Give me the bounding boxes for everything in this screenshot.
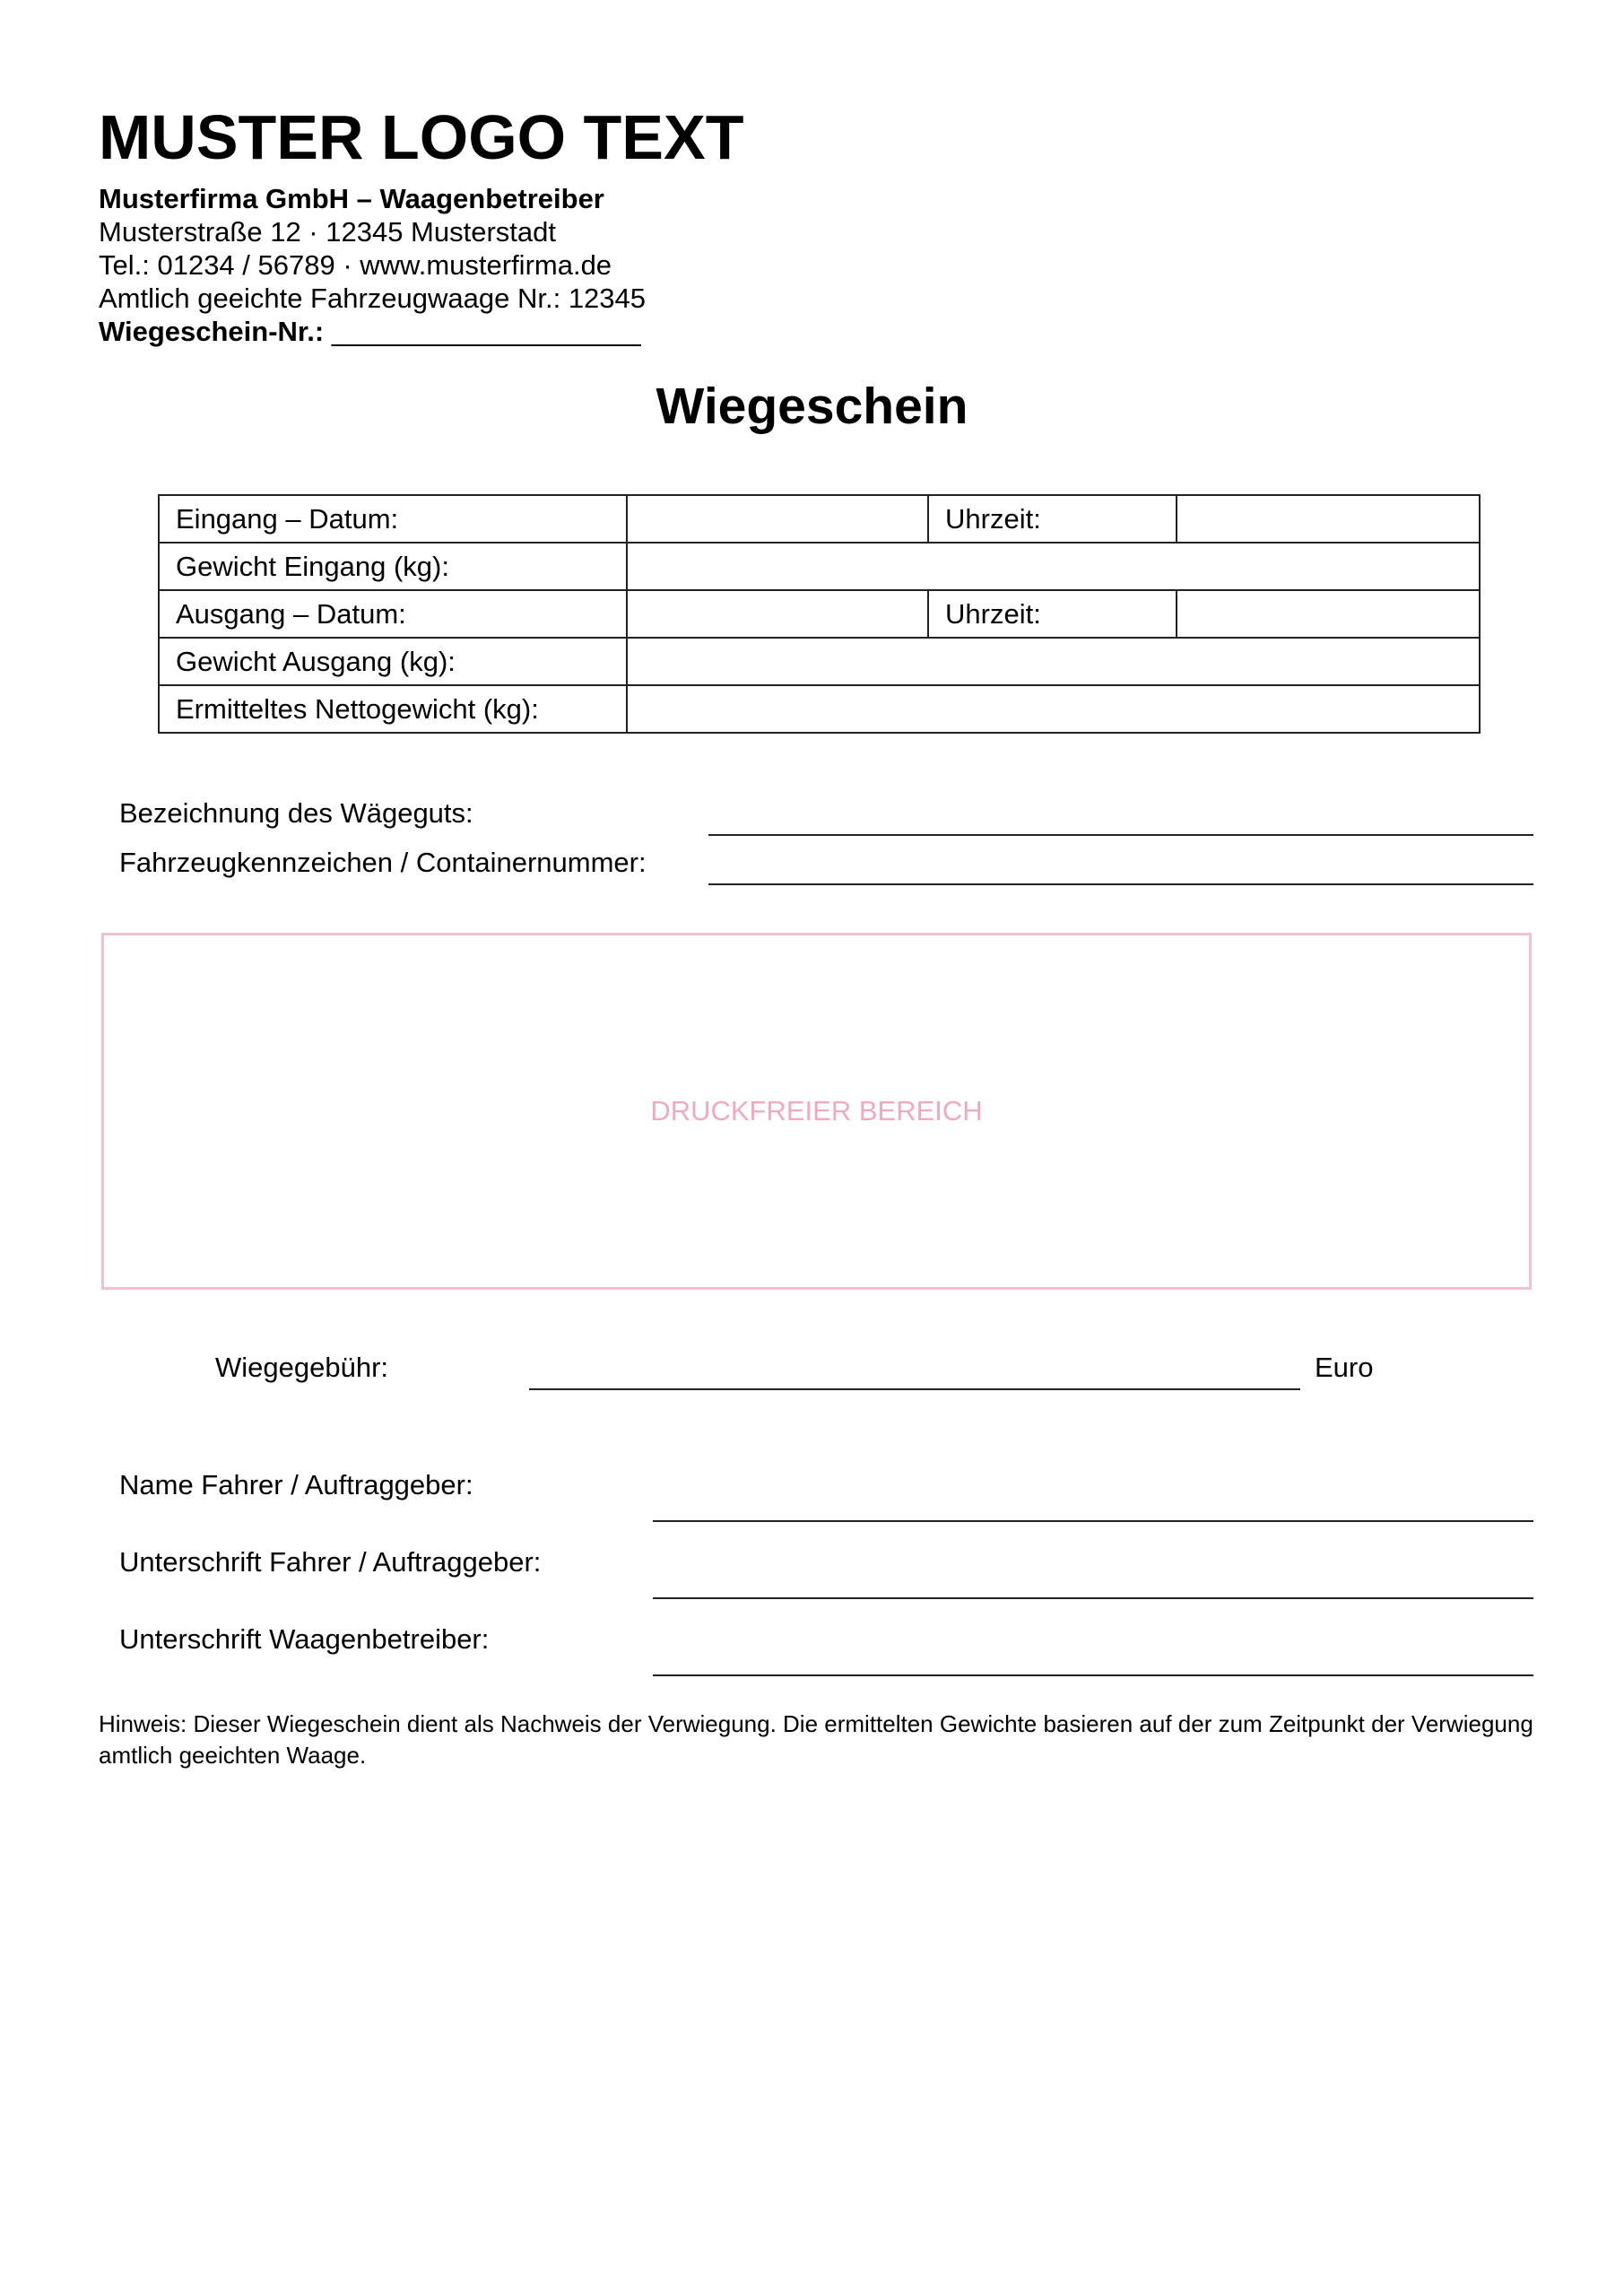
exit-time-field[interactable]	[1177, 590, 1480, 638]
driver-name-field[interactable]	[653, 1520, 1533, 1522]
goods-description-label: Bezeichnung des Wägeguts:	[119, 797, 473, 829]
print-free-area	[101, 933, 1532, 1290]
footer-note: Hinweis: Dieser Wiegeschein dient als Nachweis der Verwiegung. Die ermittelten Gewichte basieren auf der zum Zeitpunkt der Verwiegung amtlich geeichten Waage.	[99, 1710, 1533, 1769]
net-weight-label: Ermitteltes Nettogewicht (kg):	[159, 685, 627, 733]
operator-signature-label: Unterschrift Waagenbetreiber:	[119, 1623, 490, 1655]
operator-signature-field[interactable]	[653, 1674, 1533, 1676]
driver-signature-field[interactable]	[653, 1597, 1533, 1599]
company-contact: Tel.: 01234 / 56789 · www.musterfirma.de	[99, 249, 612, 281]
goods-description-field[interactable]	[708, 834, 1533, 836]
table-row	[159, 638, 1480, 685]
entry-weight-label: Gewicht Eingang (kg):	[159, 543, 627, 590]
fee-field[interactable]	[529, 1388, 1300, 1390]
entry-date-field[interactable]	[627, 495, 928, 543]
ticket-number-label: Wiegeschein-Nr.:	[99, 316, 325, 347]
table-row	[159, 685, 1480, 733]
driver-name-label: Name Fahrer / Auftraggeber:	[119, 1469, 473, 1500]
ticket-number-line	[99, 315, 641, 348]
document-title: Wiegeschein	[656, 378, 968, 435]
entry-weight-field[interactable]	[627, 543, 1480, 590]
entry-time-label: Uhrzeit:	[928, 495, 1177, 543]
ticket-number-field[interactable]: ____________________	[331, 316, 641, 347]
scale-info: Amtlich geeichte Fahrzeugwaage Nr.: 12345	[99, 283, 647, 314]
table-row	[159, 590, 1480, 638]
print-free-label: DRUCKFREIER BEREICH	[650, 1095, 983, 1126]
table-row	[159, 543, 1480, 590]
vehicle-number-field[interactable]	[708, 883, 1533, 885]
fee-label: Wiegegebühr:	[215, 1352, 389, 1383]
net-weight-field[interactable]	[627, 685, 1480, 733]
vehicle-number-label: Fahrzeugkennzeichen / Containernummer:	[119, 847, 647, 878]
exit-weight-field[interactable]	[627, 638, 1480, 685]
logo-text: MUSTER LOGO TEXT	[99, 102, 744, 172]
driver-signature-label: Unterschrift Fahrer / Auftraggeber:	[119, 1546, 542, 1578]
fee-currency: Euro	[1315, 1352, 1374, 1383]
table-row	[159, 495, 1480, 543]
exit-date-field[interactable]	[627, 590, 928, 638]
entry-date-label: Eingang – Datum:	[159, 495, 627, 543]
entry-time-field[interactable]	[1177, 495, 1480, 543]
company-name: Musterfirma GmbH – Waagenbetreiber	[99, 183, 604, 214]
weights-table	[158, 494, 1481, 734]
company-address: Musterstraße 12 · 12345 Musterstadt	[99, 216, 557, 248]
exit-date-label: Ausgang – Datum:	[159, 590, 627, 638]
exit-weight-label: Gewicht Ausgang (kg):	[159, 638, 627, 685]
exit-time-label: Uhrzeit:	[928, 590, 1177, 638]
